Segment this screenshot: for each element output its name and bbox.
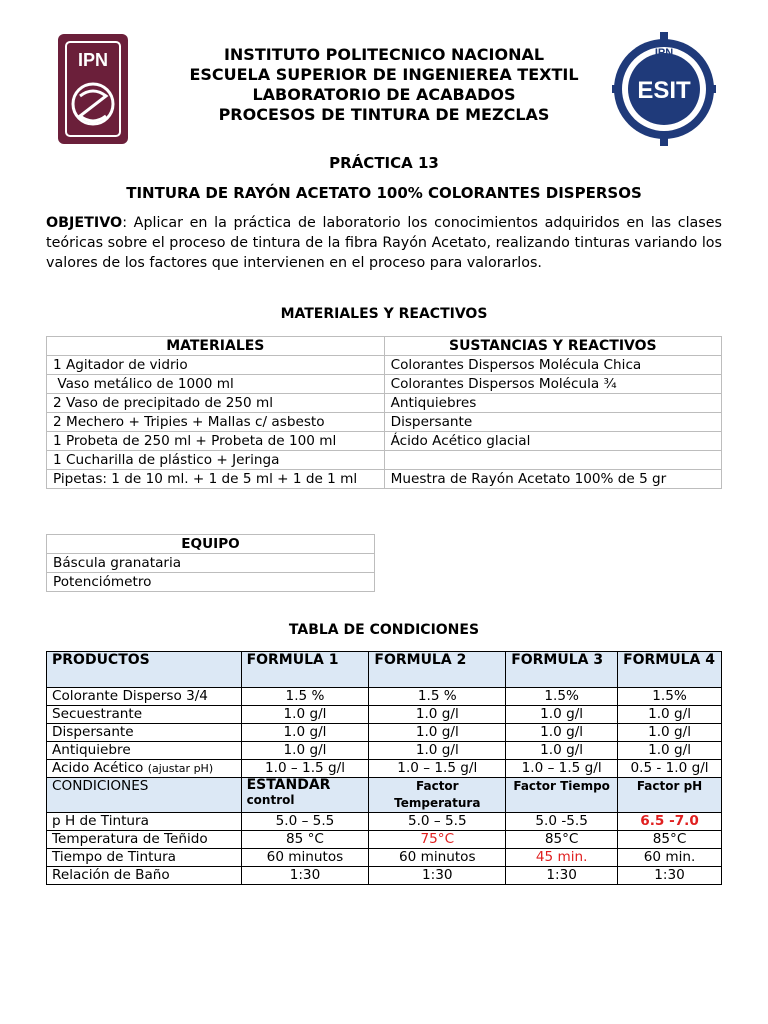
estandar-cell [241, 778, 369, 813]
formula-value: 1.0 g/l [241, 742, 369, 760]
formula-value: 1.0 g/l [506, 706, 618, 724]
material-cell: Vaso metálico de 1000 ml [47, 375, 385, 394]
material-cell: 2 Vaso de precipitado de 250 ml [47, 394, 385, 413]
condition-label: Tiempo de Tintura [47, 849, 242, 867]
equipo-header: EQUIPO [47, 535, 375, 554]
product-label: Antiquiebre [47, 742, 242, 760]
materiales-header: MATERIALES [47, 337, 385, 356]
table-row [47, 724, 722, 742]
condition-value-highlighted: 75°C [369, 831, 506, 849]
esit-logo-text: ESIT [637, 77, 691, 104]
objetivo-text: : Aplicar en la práctica de laboratorio los conocimientos adquiridos en las clases teóricas sobre el proceso de tintura de la fibra Rayón Acetato, realizando tinturas variando los valores de los factores que intervienen en el proceso para valorarlos. [46, 215, 722, 271]
header-line-1: INSTITUTO POLITECNICO NACIONAL [223, 45, 545, 64]
reactivo-cell: Colorantes Dispersos Molécula Chica [384, 356, 721, 375]
material-cell: 1 Cucharilla de plástico + Jeringa [47, 451, 385, 470]
formula-value: 1.0 – 1.5 g/l [241, 760, 369, 778]
factor-ph-label: Factor pH [618, 778, 722, 813]
condition-value: 5.0 -5.5 [506, 813, 618, 831]
table-row [47, 470, 722, 489]
table-row [47, 742, 722, 760]
formula-3-header: FORMULA 3 [506, 652, 618, 688]
table-row [47, 356, 722, 375]
formula-value: 1.0 g/l [506, 742, 618, 760]
practica-title: PRÁCTICA 13 [329, 154, 439, 172]
condition-value: 85°C [506, 831, 618, 849]
table-row [47, 867, 722, 885]
reactivo-cell: Dispersante [384, 413, 721, 432]
condition-value: 1:30 [241, 867, 369, 885]
estandar-label: ESTANDAR [246, 777, 331, 793]
formula-value: 1.0 g/l [369, 706, 506, 724]
equipo-table [46, 534, 375, 592]
table-row [47, 688, 722, 706]
table-row [47, 451, 722, 470]
condition-value: 60 minutos [369, 849, 506, 867]
formula-4-header: FORMULA 4 [618, 652, 722, 688]
formula-2-header: FORMULA 2 [369, 652, 506, 688]
reactivo-cell: Colorantes Dispersos Molécula ¾ [384, 375, 721, 394]
formula-value: 1.0 g/l [618, 724, 722, 742]
condition-value: 1:30 [618, 867, 722, 885]
formula-value: 1.5% [506, 688, 618, 706]
formula-value: 1.0 g/l [241, 724, 369, 742]
formula-value: 1.0 g/l [369, 742, 506, 760]
table-row [47, 831, 722, 849]
practica-subtitle: TINTURA DE RAYÓN ACETATO 100% COLORANTES DISPERSOS [126, 184, 642, 202]
objetivo-label: OBJETIVO [46, 215, 123, 231]
formula-value: 1.0 g/l [369, 724, 506, 742]
table-row [47, 394, 722, 413]
institution-header [140, 45, 628, 125]
reactivo-cell [384, 451, 721, 470]
materiales-table [46, 336, 722, 489]
condition-value: 1:30 [369, 867, 506, 885]
formula-value: 1.0 g/l [241, 706, 369, 724]
header-line-2: ESCUELA SUPERIOR DE INGENIEREA TEXTIL [189, 65, 579, 84]
ipn-logo-text: IPN [77, 50, 109, 70]
reactivo-cell: Ácido Acético glacial [384, 432, 721, 451]
material-cell: 1 Probeta de 250 ml + Probeta de 100 ml [47, 432, 385, 451]
condiciones-label: CONDICIONES [47, 778, 242, 813]
factor-tiempo-label: Factor Tiempo [506, 778, 618, 813]
table-row [47, 375, 722, 394]
condition-value: 5.0 – 5.5 [369, 813, 506, 831]
formula-1-header: FORMULA 1 [241, 652, 369, 688]
formula-value: 1.5 % [369, 688, 506, 706]
formula-value: 0.5 - 1.0 g/l [618, 760, 722, 778]
formula-value: 1.0 – 1.5 g/l [506, 760, 618, 778]
header-line-4: PROCESOS DE TINTURA DE MEZCLAS [218, 105, 550, 124]
condiciones-table [46, 651, 722, 885]
control-label: control [246, 793, 295, 807]
table-row [47, 813, 722, 831]
productos-header: PRODUCTOS [47, 652, 242, 688]
material-cell: 1 Agitador de vidrio [47, 356, 385, 375]
table-row [47, 760, 722, 778]
equipo-cell: Báscula granataria [47, 554, 375, 573]
condition-value: 85°C [618, 831, 722, 849]
formula-value: 1.5% [618, 688, 722, 706]
materiales-section-title: MATERIALES Y REACTIVOS [280, 306, 488, 322]
condition-value: 5.0 – 5.5 [241, 813, 369, 831]
acido-note: (ajustar pH) [147, 762, 214, 775]
table-row [47, 573, 375, 592]
condition-label: Temperatura de Teñido [47, 831, 242, 849]
material-cell: Pipetas: 1 de 10 ml. + 1 de 5 ml + 1 de 1 ml [47, 470, 385, 489]
condition-value: 1:30 [506, 867, 618, 885]
table-row [47, 554, 375, 573]
condiciones-section-title: TABLA DE CONDICIONES [288, 622, 480, 638]
product-label: Secuestrante [47, 706, 242, 724]
formula-value: 1.0 g/l [506, 724, 618, 742]
equipo-cell: Potenciómetro [47, 573, 375, 592]
table-row [47, 706, 722, 724]
objetivo-paragraph [46, 213, 722, 273]
formula-value: 1.0 g/l [618, 742, 722, 760]
condition-label: Relación de Baño [47, 867, 242, 885]
condition-value: 85 °C [241, 831, 369, 849]
table-row [47, 432, 722, 451]
condiciones-row [47, 778, 722, 813]
factor-temperatura-label: Factor Temperatura [369, 778, 506, 813]
acido-label-cell [47, 760, 242, 778]
table-row [47, 413, 722, 432]
product-label: Dispersante [47, 724, 242, 742]
condition-label: p H de Tintura [47, 813, 242, 831]
header-line-3: LABORATORIO DE ACABADOS [252, 85, 516, 104]
product-label: Colorante Disperso 3/4 [47, 688, 242, 706]
condition-value: 60 minutos [241, 849, 369, 867]
condition-value-highlighted: 6.5 -7.0 [618, 813, 722, 831]
table-row [47, 849, 722, 867]
condition-value: 60 min. [618, 849, 722, 867]
formula-value: 1.0 – 1.5 g/l [369, 760, 506, 778]
reactivo-cell: Antiquiebres [384, 394, 721, 413]
formula-value: 1.0 g/l [618, 706, 722, 724]
acido-label: Acido Acético [52, 760, 148, 776]
esit-logo-top-text: IPN [654, 47, 674, 59]
material-cell: 2 Mechero + Tripies + Mallas c/ asbesto [47, 413, 385, 432]
formula-value: 1.5 % [241, 688, 369, 706]
reactivo-cell: Muestra de Rayón Acetato 100% de 5 gr [384, 470, 721, 489]
sustancias-header: SUSTANCIAS Y REACTIVOS [384, 337, 721, 356]
condition-value-highlighted: 45 min. [506, 849, 618, 867]
ipn-logo [54, 30, 132, 148]
